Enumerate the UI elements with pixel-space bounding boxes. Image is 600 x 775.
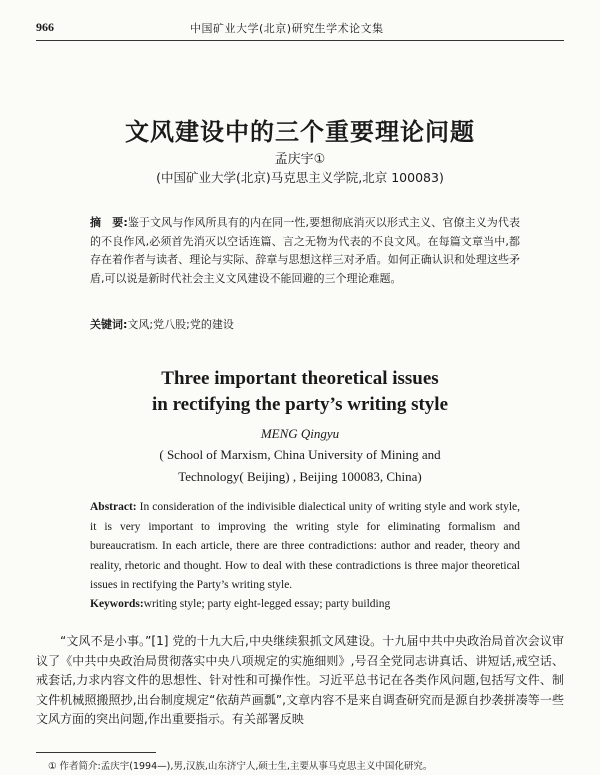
abstract-en-text: In consideration of the indivisible dialectical unity of writing style and work style, it is very important to improving the writing style for eliminating formalism and bureaucratism. In each article, there are three contradictions: author and reader, theory and reality, rhetoric and thought. How to deal with these contradictions is three major theoretical issues in rectifying the Party’s writing style. xyxy=(90,501,520,591)
abstract-en-label: Abstract: xyxy=(90,501,137,513)
abstract-cn-text: 鉴于文风与作风所具有的内在同一性,要想彻底消灭以形式主义、官僚主义为代表的不良作风,必须首先消灭以空话连篇、言之无物为代表的不良文风。在每篇文章当中,都存在着作者与读者、理论与实际、辞章与思想这样三对矛盾。如何正确认识和处理这些矛盾,可以说是新时代社会主义文风建设不能回避的三个理论难题。 xyxy=(90,216,520,285)
body-paragraph: “文风不是小事。”[1] 党的十九大后,中央继续狠抓文风建设。十九届中共中央政治局首次会议审议了《中共中央政治局贯彻落实中央八项规定的实施细则》,号召全党同志讲真话、讲短话,戒空话、戒套话,力求内容文件的思想性、针对性和可操作性。习近平总书记在各类作风问题,包括写文件、制文件机械照搬照抄,出台制度规定“依葫芦画瓢”,文章内容不是来自调查研究而是源自抄袭拼凑等一些文风方面的突出问题,作出重要指示。有关部署反映 xyxy=(36,634,564,726)
header-rule xyxy=(36,40,564,41)
page-number: 966 xyxy=(36,20,54,34)
affiliation-en xyxy=(0,444,600,488)
keywords-en xyxy=(90,598,520,610)
abstract-cn-label: 摘 要: xyxy=(90,216,128,229)
running-title: 中国矿业大学(北京)研究生学术论文集 xyxy=(190,22,384,35)
keywords-en-label: Keywords: xyxy=(90,598,144,610)
affiliation-cn: (中国矿业大学(北京)马克思主义学院,北京 100083) xyxy=(156,170,444,185)
keywords-cn-label: 关键词: xyxy=(90,318,128,331)
keywords-cn-text: 文风;党八股;党的建设 xyxy=(127,318,234,331)
author-cn: 孟庆宇① xyxy=(274,152,326,167)
affiliation-en-line2: Technology( Beijing) , Beijing 100083, China) xyxy=(178,469,422,484)
keywords-en-text: writing style; party eight-legged essay; party building xyxy=(143,598,391,610)
affiliation-en-line1: ( School of Marxism, China University of Mining and xyxy=(159,447,441,462)
abstract-cn xyxy=(90,214,520,288)
paper-title-en-line2: in rectifying the party’s writing style xyxy=(151,394,449,415)
paper-title-en-line1: Three important theoretical issues xyxy=(161,368,439,389)
footnote-rule xyxy=(36,752,156,753)
footnote: ① 作者简介:孟庆宇(1994—),男,汉族,山东济宁人,硕士生,主要从事马克思主义中国化研究。 xyxy=(48,761,433,772)
abstract-en xyxy=(90,498,520,596)
keywords-cn xyxy=(90,316,520,332)
paper-title-cn: 文风建设中的三个重要理论问题 xyxy=(125,117,475,146)
author-en: MENG Qingyu xyxy=(260,426,340,441)
